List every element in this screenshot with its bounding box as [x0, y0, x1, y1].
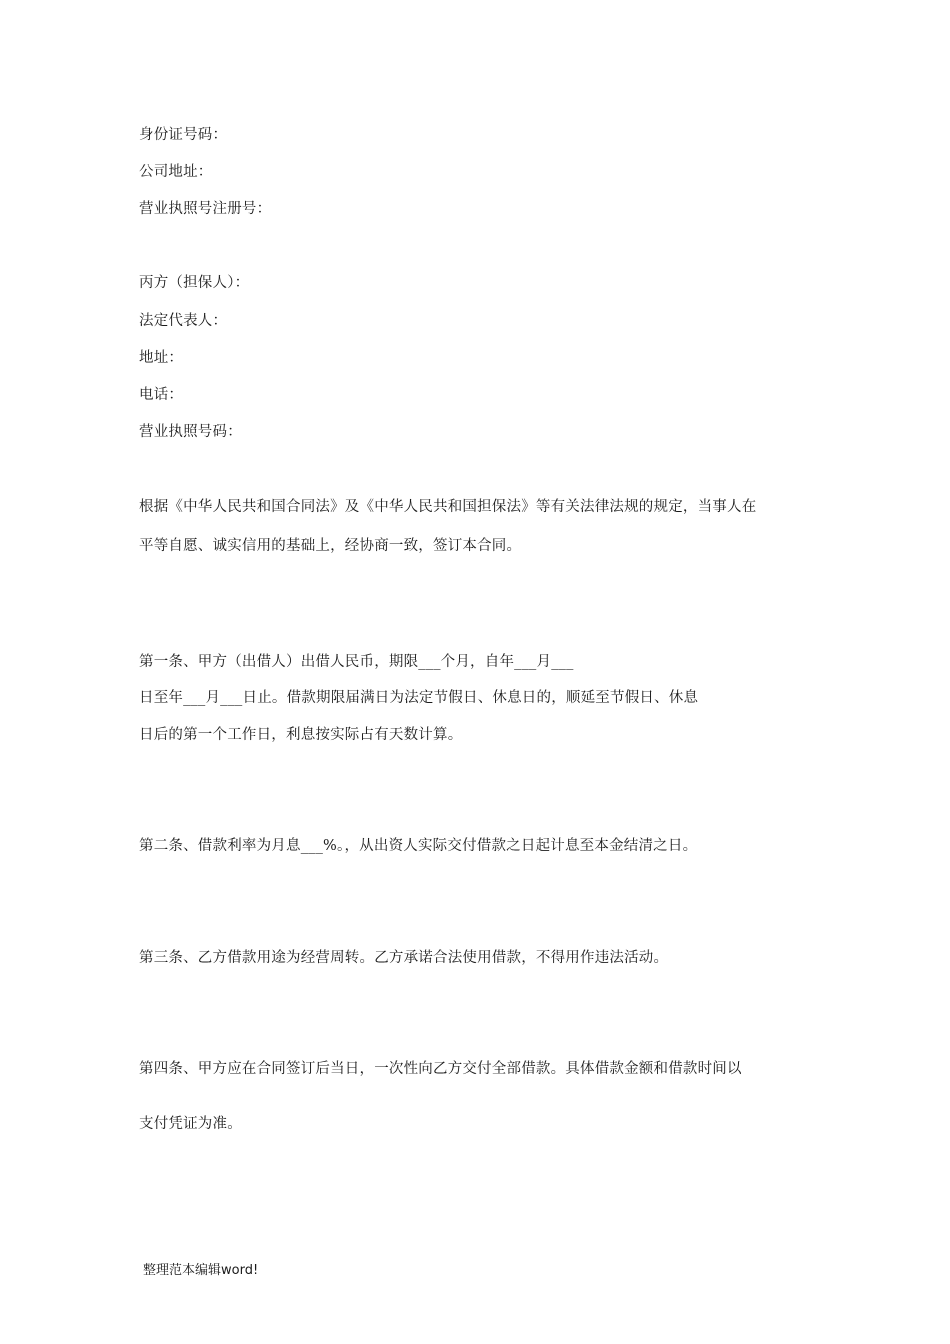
article-4-line-2: 支付凭证为准。 [139, 1116, 242, 1132]
party-c-business-license-label: 营业执照号码： [139, 424, 242, 440]
article-1-line-3: 日后的第一个工作日，利息按实际占有天数计算。 [139, 727, 463, 743]
article-2-line-1: 第二条、借款利率为月息___%。，从出资人实际交付借款之日起计息至本金结清之日。 [139, 838, 698, 854]
preamble-line-1: 根据《中华人民共和国合同法》及《中华人民共和国担保法》等有关法律法规的规定，当事人在 [139, 499, 757, 515]
article-1-line-1: 第一条、甲方（出借人）出借人民币，期限___个月，自年___月___ [139, 654, 574, 670]
party-b-company-address-label: 公司地址： [139, 164, 213, 180]
article-1-line-2: 日至年___月___日止。借款期限届满日为法定节假日、休息日的，顺延至节假日、休息 [139, 690, 699, 706]
party-c-phone-label: 电话： [139, 387, 184, 403]
party-c-address-label: 地址： [139, 350, 184, 366]
party-b-business-license-label: 营业执照号注册号： [139, 201, 272, 217]
preamble-line-2: 平等自愿、诚实信用的基础上，经协商一致，签订本合同。 [139, 538, 522, 554]
party-b-id-number-label: 身份证号码： [139, 127, 228, 143]
party-c-legal-rep-label: 法定代表人： [139, 313, 228, 329]
article-4-line-1: 第四条、甲方应在合同签订后当日，一次性向乙方交付全部借款。具体借款金额和借款时间以 [139, 1061, 742, 1077]
footer-note: 整理范本编辑word! [143, 1263, 259, 1278]
party-c-heading: 丙方（担保人）： [139, 275, 250, 291]
article-3-line-1: 第三条、乙方借款用途为经营周转。乙方承诺合法使用借款，不得用作违法活动。 [139, 950, 669, 966]
